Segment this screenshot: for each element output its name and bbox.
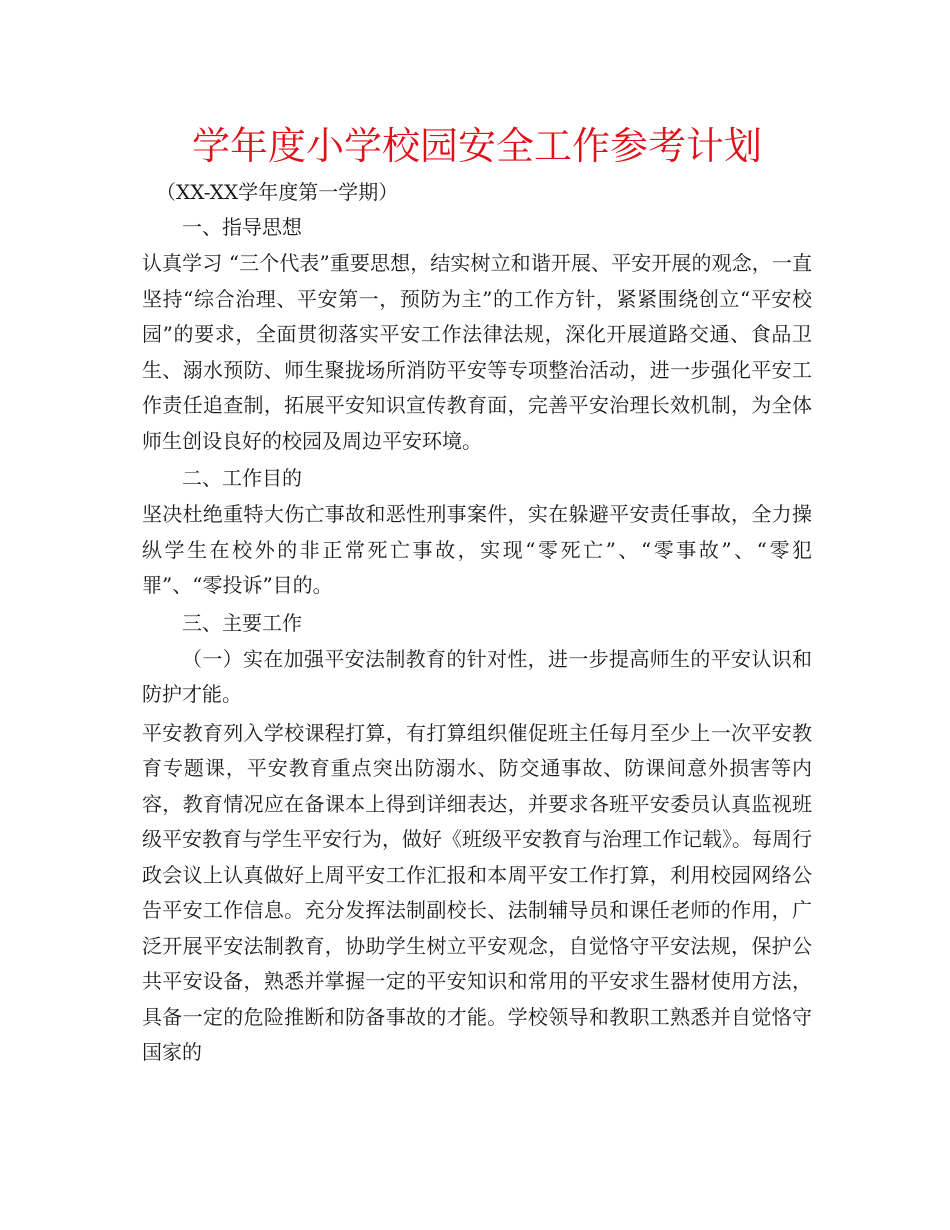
section-heading-work-goals: 二、工作目的: [182, 466, 302, 490]
section-paragraph-main-work: 平安教育列入学校课程打算，有打算组织催促班主任每月至少上一次平安教育专题课，平安教育重点突出防溺水、防交通事故、防课间意外损害等内容，教育情况应在备课本上得到详细表达，并要求各班平安委员认真监视班级平安教育与学生平安行为，做好《班级平安教育与治理工作记载》。每周行政会议上认真做好上周平安工作汇报和本周平安工作打算，利用校园网络公告平安工作信息。充分发挥法制副校长、法制辅导员和课任老师的作用，广泛开展平安法制教育，协助学生树立平安观念，自觉恪守平安法规，保护公共平安设备，熟悉并掌握一定的平安知识和常用的平安求生器材使用方法，具备一定的危险推断和防备事故的才能。学校领导和教职工熟悉并自觉恪守国家的: [142, 720, 812, 1064]
section-paragraph-work-goals: 坚决杜绝重特大伤亡事故和恶性刑事案件，实在躲避平安责任事故，全力操纵学生在校外的非正常死亡事故，实现“零死亡”、“零事故”、“零犯罪”、“零投诉”目的。: [142, 502, 812, 597]
section-heading-guiding-ideology: 一、指导思想: [182, 215, 302, 239]
section-subheading-main-work: （一）实在加强平安法制教育的针对性，进一步提高师生的平安认识和防护才能。: [142, 646, 812, 706]
section-paragraph-guiding-ideology: 认真学习 “三个代表”重要思想，结实树立和谐开展、平安开展的观念，一直坚持“综合治理、平安第一，预防为主”的工作方针，紧紧围绕创立“平安校园”的要求，全面贯彻落实平安工作法律法规，深化开展道路交通、食品卫生、溺水预防、师生聚拢场所消防平安等专项整治活动，进一步强化平安工作责任追查制，拓展平安知识宣传教育面，完善平安治理长效机制，为全体师生创设良好的校园及周边平安环境。: [142, 251, 812, 453]
document-title: 学年度小学校园安全工作参考计划: [191, 124, 762, 168]
document-page: [142, 118, 812, 1074]
section-heading-main-work: 三、主要工作: [182, 610, 302, 635]
document-subtitle: （XX-XX学年度第一学期）: [156, 180, 399, 204]
